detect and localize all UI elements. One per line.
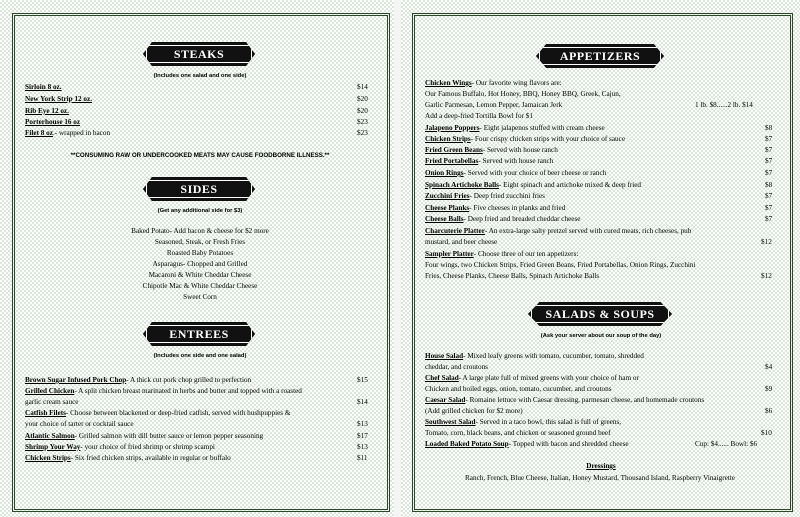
menu-item-price: $7 [765,157,773,165]
menu-item-price: $6 [765,407,773,415]
menu-item: Shrimp Your Way- your choice of fried shrimp or shrimp scampi [25,443,215,451]
menu-item-cont: Chicken and boiled eggs, onion, tomato, cucumber, and croutons [425,385,612,393]
appetizers-banner [536,44,664,68]
menu-item: Sampler Platter- Choose three of our ten appetizers: [425,250,579,258]
menu-item-price: $7 [765,146,773,154]
menu-item-price: $11 [357,454,368,462]
menu-item: Brown Sugar Infused Pork Chop- A thick cut pork chop grilled to perfection [25,376,252,384]
menu-item: Fried Portabellas- Served with house ranch [425,157,554,165]
menu-item-cont: cheddar, and croutons [425,363,488,371]
side-item: Sweet Corn [183,293,217,301]
menu-item: Filet 8 oz.- wrapped in bacon [25,129,111,137]
entrees-subtitle: (Includes one side and one salad) [153,353,247,359]
menu-item-cont: (Add grilled chicken for $2 more) [425,407,523,415]
menu-item: Loaded Baked Potato Soup- Topped with bacon and shredded cheese [425,440,629,448]
menu-item-price: $13 [357,420,368,428]
dressings-title: Dressings [586,462,616,470]
menu-item-price: $7 [765,204,773,212]
menu-item: Southwest Salad- Served in a taco bowl, this salad is full of greens, [425,418,622,426]
menu-item-price: $23 [357,129,368,137]
steaks-title: STEAKS [173,46,225,61]
menu-item: New York Strip 12 oz. [25,95,93,103]
menu-item-cont: Garlic Parmesan, Lemon Pepper, Jamaican Jerk [425,101,563,109]
side-item: Seasoned, Steak, or Fresh Fries [154,238,246,246]
menu-item: House Salad- Mixed leafy greens with tomato, cucumber, tomato, shredded [425,352,644,360]
menu-item-price: $23 [357,118,368,126]
menu-item: Rib Eye 12 oz. [25,107,69,115]
menu-item-price: $20 [357,95,368,103]
menu-item-price: $12 [761,272,772,280]
steaks-banner [143,42,255,66]
menu-item-price: $15 [357,376,368,384]
side-item: Roasted Baby Potatoes [166,249,234,257]
sides-subtitle: (Get any additional side for $3) [157,208,243,214]
appetizers-title: APPETIZERS [559,48,641,63]
menu-item-price: $12 [761,238,772,246]
menu-item: Chicken Strips- Four crispy chicken strips with your choice of sauce [425,135,626,143]
salads-title: SALADS & SOUPS [545,306,655,321]
menu-item: Zucchini Fries- Deep fried zucchini fries [425,192,545,200]
menu-item: Charcuterie Platter- An extra-large salty pretzel served with cured meats, rich cheeses, pub [425,227,692,235]
side-item: Asparagus- Chopped and Grilled [152,260,248,268]
menu-item-price: $10 [761,429,772,437]
entrees-title: ENTREES [169,326,229,341]
entrees-banner [143,322,255,346]
menu-item-cont: Tomato, corn, black beans, and chicken or seasoned ground beef [425,429,611,437]
menu-item-price: $7 [765,169,773,177]
menu-item: Fried Green Beans- Served with house ranch [425,146,558,154]
menu-item-price: $14 [357,83,368,91]
menu-item-cont: Our Famous Buffalo, Hot Honey, BBQ, Honey BBQ, Greek, Cajun, [425,90,621,98]
menu-item: Atlantic Salmon- Grilled salmon with dill butter sauce or lemon pepper seasoning [25,432,264,440]
menu-item-price: $7 [765,192,773,200]
menu-item-price: $4 [765,363,773,371]
menu-item: Jalapeno Poppers- Eight jalapenos stuffed with cream cheese [425,124,605,132]
menu-item-cont: mustard, and beer cheese [425,238,498,246]
page-gap [394,0,401,517]
sides-banner [143,177,255,201]
salads-subtitle: (Ask your server about our soup of the day) [540,333,662,339]
side-item: Chipotle Mac & White Cheddar Cheese [142,282,258,290]
menu-item: Cheese Planks- Five cheeses in planks and fried [425,204,566,212]
menu-item-price: $7 [765,215,773,223]
menu-item: Chef Salad- A large plate full of mixed greens with your choice of ham or [425,374,639,382]
menu-item-cont: Four wings, two Chicken Strips, Fried Green Beans, Fried Portabellas, Onion Rings, Zucchini [425,261,696,269]
menu-item-price: $8 [765,124,773,132]
menu-item: Porterhouse 16 oz [25,118,81,126]
raw-meat-warning: **CONSUMING RAW OR UNDERCOOKED MEATS MAY CAUSE FOODBORNE ILLNESS.** [70,152,330,159]
menu-item-price: Cup: $4...... Bowl: $6 [695,440,758,448]
menu-item-price: $8 [765,181,773,189]
sides-title: SIDES [180,181,218,196]
menu-item: Onion Rings- Served with your choice of beer cheese or ranch [425,169,607,177]
side-item: Macaroni & White Cheddar Cheese [148,271,252,279]
menu-item-cont: garlic cream sauce [25,398,79,406]
menu-item: Chicken Wings- Our favorite wing flavors are: [425,79,562,87]
menu-item-cont: Fries, Cheese Planks, Cheese Balls, Spinach Artichoke Balls [425,272,600,280]
menu-item: Sirloin 8 oz. [25,83,62,91]
menu-page-left [0,0,394,517]
menu-item: Chicken Strips- Six fried chicken strips, available in regular or buffalo [25,454,231,462]
side-item: Baked Potato- Add bacon & cheese for $2 more [131,227,269,235]
steaks-subtitle: (Includes one salad and one side) [153,73,247,79]
dressings-list: Ranch, French, Blue Cheese, Italian, Honey Mustard, Thousand Island, Raspberry Vinaigrette [465,474,735,482]
menu-item-price: $17 [357,432,368,440]
salads-banner [528,302,672,326]
menu-item-cont: your choice of tarter or cocktail sauce [25,420,134,428]
menu-item-price: $7 [765,135,773,143]
menu-item-cont: Add a deep-fried Tortilla Bowl for $1 [425,112,533,120]
menu-page-right [401,0,800,517]
menu-item-price: 1 lb. $8......2 lb. $14 [695,101,753,109]
menu-item: Catfish Filets- Choose between blackened or deep-fried catfish, served with hushpuppies & [25,409,291,417]
menu-item-price: $14 [357,398,368,406]
menu-item-price: $20 [357,107,368,115]
menu-item: Cheese Balls- Deep fried and breaded cheddar cheese [425,215,581,223]
menu-item: Caesar Salad- Romaine lettuce with Caesar dressing, parmesan cheese, and homemade croutons [425,396,705,404]
menu-item-price: $13 [357,443,368,451]
menu-item-price: $9 [765,385,773,393]
menu-item: Spinach Artichoke Balls- Eight spinach and artichoke mixed & deep fried [425,181,641,189]
menu-item: Grilled Chicken- A split chicken breast marinated in herbs and butter and topped with a roasted [25,387,302,395]
